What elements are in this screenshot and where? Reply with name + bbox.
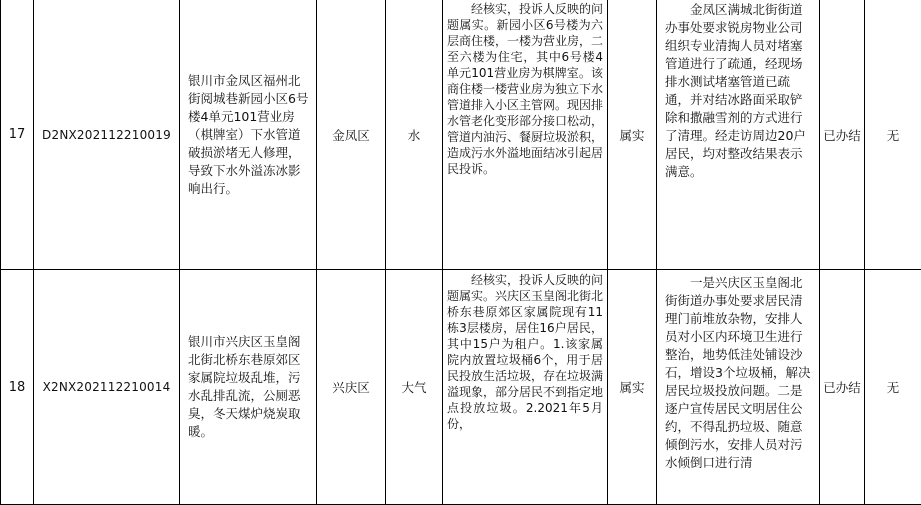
investigation-findings: 经核实，投诉人反映的问题属实。新园小区6号楼为六层商住楼，一楼为营业房，二至六楼为住宅，其中6号楼4单元101营业房为棋牌室。该商住楼一楼营业房为独立下水管道排入小区主管网。现因排水管老化变形部分接口松动，管道内油污、餐厨垃圾淤积，造成污水外溢地面结冰引起居民投诉。 bbox=[443, 1, 607, 177]
verdict: 属实 bbox=[608, 0, 657, 270]
rectification-measures: 金凤区满城北街街道办事处要求锐房物业公司组织专业清掏人员对堵塞管道进行了疏通，经现场排水测试堵塞管道已疏通，并对结冰路面采取铲除和撒融雪剂的方式进行了清理。经走访周边20户居民，均对整改结果表示满意。 bbox=[657, 1, 819, 181]
rectification-measures: 一是兴庆区玉皇阁北街街道办事处要求居民清理门前堆放杂物，安排人员对小区内环境卫生进行整治，地势低洼处铺设沙石，增设3个垃圾桶，解决居民垃圾投放问题。二是逐户宣传居民文明居住公约，不得乱扔垃圾、随意倾倒污水，安排人员对污水倾倒口进行清 bbox=[657, 270, 819, 472]
complaint-content: 银川市兴庆区玉皇阁北街北桥东巷原郊区家属院垃圾乱堆，污水乱排乱流，公厕恶臭，冬天煤炉烧炭取暖。 bbox=[180, 333, 316, 441]
rectification-cell bbox=[657, 0, 820, 270]
district: 兴庆区 bbox=[317, 270, 386, 505]
pollution-category: 大气 bbox=[386, 270, 443, 505]
table-row bbox=[1, 270, 921, 505]
completion-status: 已办结 bbox=[820, 270, 865, 505]
findings-cell bbox=[443, 0, 608, 270]
case-code: X2NX202112210014 bbox=[34, 270, 180, 505]
accountability: 无 bbox=[865, 270, 921, 505]
row-index: 18 bbox=[1, 270, 34, 505]
pollution-category: 水 bbox=[386, 0, 443, 270]
findings-cell bbox=[443, 270, 608, 505]
rectification-cell bbox=[657, 270, 820, 505]
complaint-content: 银川市金凤区福州北街阅城巷新园小区6号楼4单元101营业房（棋牌室）下水管道破损淤堵无人修理，导致下水外溢冻冰影响出行。 bbox=[180, 72, 316, 198]
complaint-address-cell bbox=[180, 270, 317, 505]
accountability: 无 bbox=[865, 0, 921, 270]
completion-status: 已办结 bbox=[820, 0, 865, 270]
verdict: 属实 bbox=[608, 270, 657, 505]
district: 金凤区 bbox=[317, 0, 386, 270]
table-row bbox=[1, 0, 921, 270]
investigation-findings: 经核实，投诉人反映的问题属实。兴庆区玉皇阁北街北桥东巷原郊区家属院现有11栋3层楼房，居住16户居民，其中15户为租户。1.该家属院内放置垃圾桶6个，用于居民投放生活垃圾，存在垃圾满溢现象，部分居民不到指定地点投放垃圾。2.2021年5月份， bbox=[443, 270, 607, 432]
row-index: 17 bbox=[1, 0, 34, 270]
complaint-address-cell bbox=[180, 0, 317, 270]
case-code: D2NX202112210019 bbox=[34, 0, 180, 270]
